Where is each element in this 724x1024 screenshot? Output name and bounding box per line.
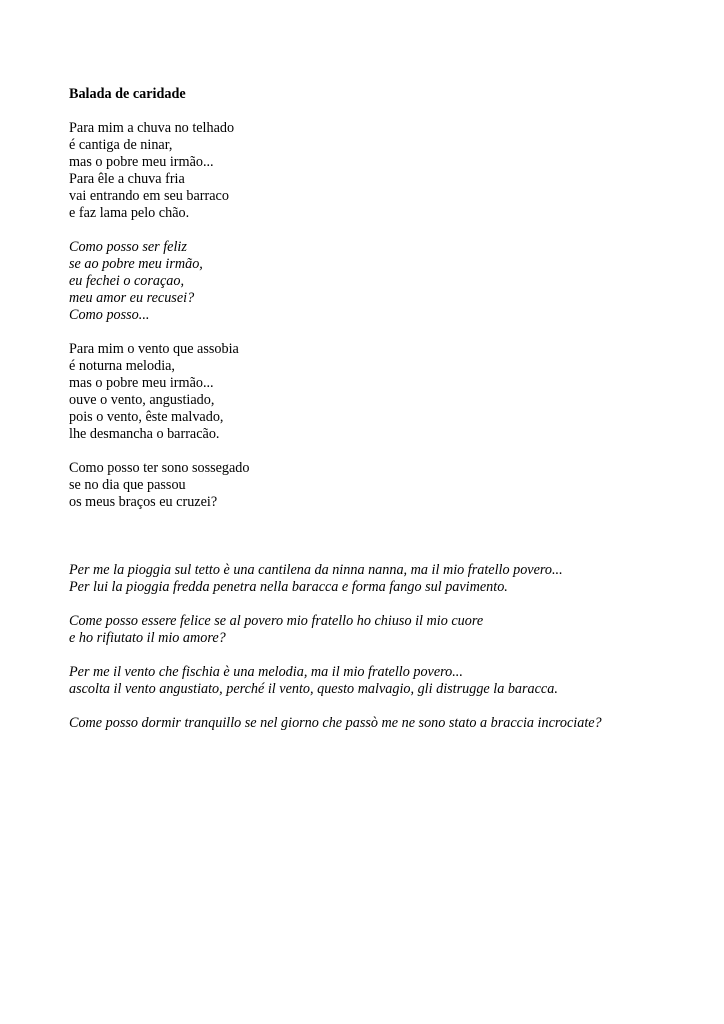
translation-line: ascolta il vento angustiato, perché il vento, questo malvagio, gli distrugge la baracca. xyxy=(69,681,558,697)
stanza-it-1 xyxy=(69,562,709,596)
poem-line: se ao pobre meu irmão, xyxy=(69,256,203,272)
translation-line: e ho rifiutato il mio amore? xyxy=(69,630,226,646)
translation-line: Per me la pioggia sul tetto è una cantilena da ninna nanna, ma il mio fratello povero... xyxy=(69,562,563,578)
poem-line: pois o vento, êste malvado, xyxy=(69,409,224,425)
stanza-it-4 xyxy=(69,715,709,732)
stanza-pt-2 xyxy=(69,239,709,324)
stanza-it-2 xyxy=(69,613,709,647)
poem-line: é cantiga de ninar, xyxy=(69,137,173,153)
stanza-pt-1 xyxy=(69,120,709,222)
poem-line: Como posso ser feliz xyxy=(69,239,187,255)
poem-line: os meus braços eu cruzei? xyxy=(69,494,218,510)
italian-translation xyxy=(69,562,709,732)
poem-line: Para êle a chuva fria xyxy=(69,171,185,187)
poem-line: vai entrando em seu barraco xyxy=(69,188,229,204)
poem-line: se no dia que passou xyxy=(69,477,186,493)
poem-line: ouve o vento, angustiado, xyxy=(69,392,215,408)
poem-title: Balada de caridade xyxy=(69,86,186,102)
poem-line: Como posso ter sono sossegado xyxy=(69,460,250,476)
poem-line: Para mim o vento que assobia xyxy=(69,341,239,357)
poem-line: e faz lama pelo chão. xyxy=(69,205,190,221)
poem-line: meu amor eu recusei? xyxy=(69,290,195,306)
document-page xyxy=(69,86,709,749)
stanza-pt-3 xyxy=(69,341,709,443)
poem-line: eu fechei o coraçao, xyxy=(69,273,185,289)
stanza-it-3 xyxy=(69,664,709,698)
poem-line: mas o pobre meu irmão... xyxy=(69,375,214,391)
translation-line: Come posso essere felice se al povero mio fratello ho chiuso il mio cuore xyxy=(69,613,484,629)
translation-line: Come posso dormir tranquillo se nel giorno che passò me ne sono stato a braccia incrociate? xyxy=(69,715,602,731)
translation-line: Per me il vento che fischia è una melodia, ma il mio fratello povero... xyxy=(69,664,463,680)
poem-line: é noturna melodia, xyxy=(69,358,175,374)
stanza-pt-4 xyxy=(69,460,709,511)
translation-line: Per lui la pioggia fredda penetra nella baracca e forma fango sul pavimento. xyxy=(69,579,508,595)
poem-line: Para mim a chuva no telhado xyxy=(69,120,235,136)
poem-line: mas o pobre meu irmão... xyxy=(69,154,214,170)
poem-line: lhe desmancha o barracão. xyxy=(69,426,220,442)
poem-line: Como posso... xyxy=(69,307,150,323)
